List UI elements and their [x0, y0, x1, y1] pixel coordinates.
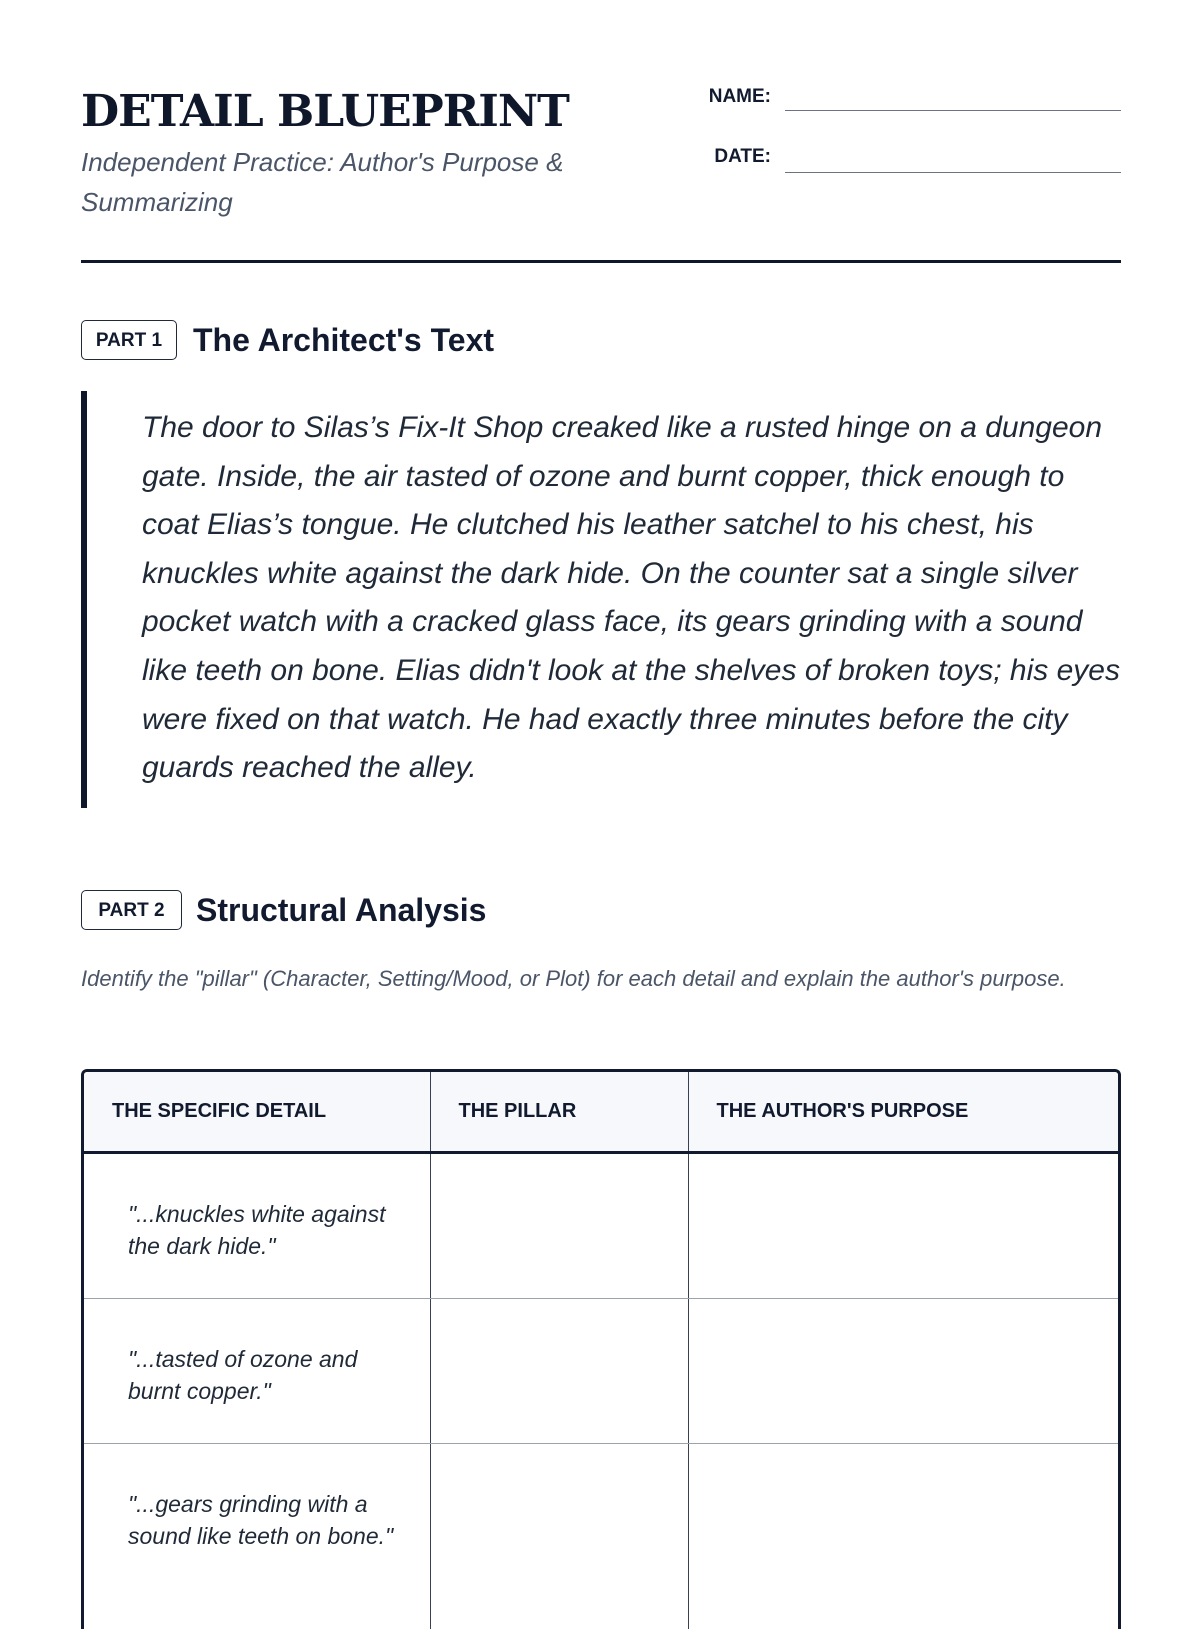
header-pillar: THE PILLAR — [430, 1072, 688, 1152]
instructions-text: Identify the "pillar" (Character, Setting/Mood, or Plot) for each detail and explain the author's purpose. — [81, 966, 1066, 991]
page-subtitle: Independent Practice: Author's Purpose & Summarizing — [81, 147, 564, 217]
table-row — [84, 1152, 1118, 1298]
part1-badge: PART 1 — [81, 320, 177, 360]
table-row — [84, 1443, 1118, 1629]
name-label: NAME: — [708, 86, 771, 107]
passage-text: The door to Silas’s Fix-It Shop creaked like a rusted hinge on a dungeon gate. Inside, the air tasted of ozone and burnt copper, thick enough to coat Elias’s tongue. He clutched his leather satchel to his chest, his knuckles white against the dark hide. On the counter sat a single silver pocket watch with a cracked glass face, its gears grinding with a sound like teeth on bone. Elias didn't look at the shelves of broken toys; his eyes were fixed on that watch. He had exactly three minutes before the city guards reached the alley. — [142, 411, 1120, 785]
worksheet-page — [81, 0, 1121, 1600]
page-title: DETAIL BLUEPRINT — [81, 86, 569, 137]
detail-cell: "...knuckles white against the dark hide." — [84, 1152, 430, 1298]
part1-title: The Architect's Text — [193, 322, 495, 358]
name-field[interactable] — [785, 110, 1121, 111]
date-field[interactable] — [785, 172, 1121, 173]
purpose-answer-cell[interactable] — [688, 1298, 1118, 1443]
part2-badge: PART 2 — [81, 890, 182, 930]
purpose-answer-cell[interactable] — [688, 1443, 1118, 1629]
header-authors-purpose: THE AUTHOR'S PURPOSE — [688, 1072, 1118, 1152]
pillar-answer-cell[interactable] — [430, 1152, 688, 1298]
detail-cell: "...tasted of ozone and burnt copper." — [84, 1298, 430, 1443]
passage-accent-bar — [81, 391, 87, 808]
header-divider — [81, 260, 1121, 263]
table-row — [84, 1298, 1118, 1443]
analysis-table — [81, 1069, 1121, 1629]
purpose-answer-cell[interactable] — [688, 1152, 1118, 1298]
pillar-answer-cell[interactable] — [430, 1443, 688, 1629]
detail-cell: "...gears grinding with a sound like teeth on bone." — [84, 1443, 430, 1629]
table-header-row — [84, 1072, 1118, 1152]
pillar-answer-cell[interactable] — [430, 1298, 688, 1443]
part2-title: Structural Analysis — [196, 892, 487, 928]
date-label: DATE: — [714, 146, 771, 167]
header-specific-detail: THE SPECIFIC DETAIL — [84, 1072, 430, 1152]
